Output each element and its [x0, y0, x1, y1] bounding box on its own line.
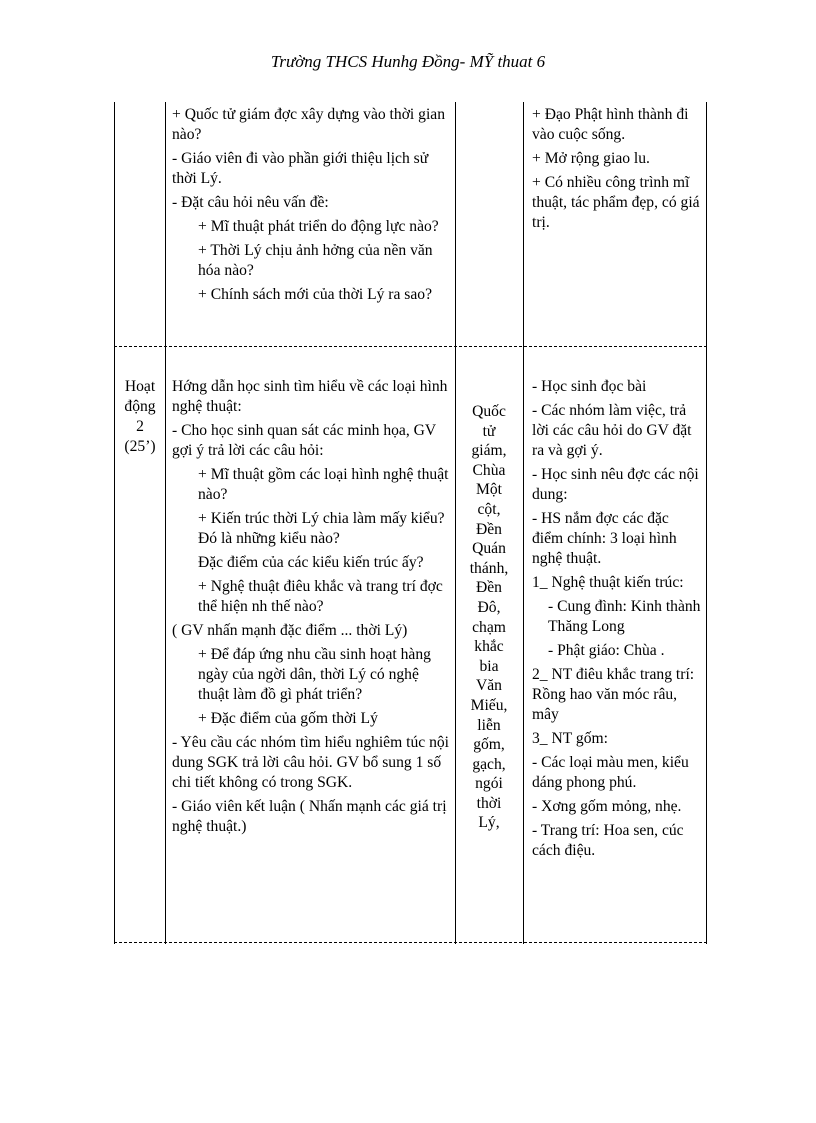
- table-border-left: [114, 102, 115, 944]
- table-border-col2: [455, 102, 456, 944]
- text-line: 1_ Nghệ thuật kiến trúc:: [532, 574, 684, 591]
- text-line: + Kiến trúc thời Lý chia làm mấy kiểu? Đó là những kiểu nào?: [198, 510, 445, 547]
- text-line: bia: [479, 657, 499, 675]
- text-line: động: [124, 398, 156, 415]
- text-line: - Các loại màu men, kiểu dáng phong phú.: [532, 754, 689, 791]
- text-line: liễn: [477, 716, 501, 734]
- table-border-right: [706, 102, 707, 944]
- text-line: tử: [482, 422, 496, 440]
- lesson-table: [114, 102, 707, 944]
- text-line: + Có nhiều công trình mĩ thuật, tác phẩm đẹp, có giá trị.: [532, 174, 700, 231]
- text-line: - Giáo viên kết luận ( Nhấn mạnh các giá trị nghệ thuật.): [172, 798, 447, 835]
- text-line: + Để đáp ứng nhu cầu sinh hoạt hàng ngày của ngời dân, thời Lý có nghệ thuật làm đồ gì phát triển?: [198, 646, 431, 703]
- text-line: Một: [476, 481, 502, 499]
- row2-teacher-activities: [172, 377, 450, 841]
- table-border-col3: [523, 102, 524, 944]
- text-line: - Xơng gốm mỏng, nhẹ.: [532, 798, 682, 815]
- text-line: 2: [136, 418, 144, 435]
- row-divider: [114, 346, 707, 347]
- text-line: - Yêu cầu các nhóm tìm hiểu nghiêm túc nội dung SGK trả lời câu hỏi. GV bổ sung 1 số chi tiết không có trong SGK.: [172, 734, 449, 791]
- text-line: thời: [476, 794, 502, 812]
- table-border-bottom: [114, 942, 707, 943]
- text-line: chạm: [472, 618, 506, 636]
- text-line: Lý,: [478, 814, 500, 832]
- text-line: + Quốc tử giám đợc xây dựng vào thời gian nào?: [172, 106, 446, 143]
- text-line: Hớng dẫn học sinh tìm hiểu về các loại hình nghệ thuật:: [172, 378, 448, 415]
- text-line: 2_ NT điêu khắc trang trí: Rồng hao văn móc râu, mây: [532, 666, 695, 723]
- text-line: Văn: [476, 677, 502, 695]
- text-line: Miếu,: [470, 696, 508, 714]
- activity-label: [115, 377, 165, 457]
- text-line: - Học sinh đọc bài: [532, 378, 647, 395]
- row1-teacher-activities: [172, 105, 448, 309]
- text-line: ngói: [475, 775, 503, 793]
- text-line: + Thời Lý chịu ảnh hởng của nền văn hóa nào?: [198, 242, 433, 279]
- row2-student-activities: [532, 377, 702, 865]
- page-header: Trường THCS Hunhg Đồng- MỸ thuat 6: [270, 52, 546, 71]
- text-line: + Mở rộng giao lu.: [532, 150, 650, 167]
- text-line: - Các nhóm làm việc, trả lời các câu hỏi do GV đặt ra và gợi ý.: [532, 402, 692, 459]
- text-line: - HS nắm đợc các đặc điểm chính: 3 loại hình nghệ thuật.: [532, 510, 677, 567]
- text-line: ( GV nhấn mạnh đặc điểm ... thời Lý): [172, 622, 408, 639]
- text-line: - Đặt câu hỏi nêu vấn đề:: [172, 194, 329, 211]
- text-line: thánh,: [469, 559, 509, 577]
- text-line: + Chính sách mới của thời Lý ra sao?: [198, 286, 433, 303]
- text-line: - Học sinh nêu đợc các nội dung:: [532, 466, 699, 503]
- text-line: Đền: [476, 520, 502, 538]
- text-line: gốm,: [473, 736, 505, 754]
- text-line: + Mĩ thuật phát triển do động lực nào?: [198, 218, 439, 235]
- text-line: Quốc: [472, 403, 506, 420]
- text-line: Đặc điểm của các kiểu kiến trúc ấy?: [198, 554, 424, 571]
- text-line: cột,: [477, 500, 501, 518]
- text-line: Chùa: [472, 461, 506, 479]
- text-line: + Đặc điểm của gốm thời Lý: [198, 710, 378, 727]
- text-line: (25’): [124, 438, 156, 455]
- text-line: Đền: [476, 579, 502, 597]
- text-line: Đô,: [477, 598, 501, 616]
- text-line: khắc: [474, 638, 504, 656]
- text-line: - Trang trí: Hoa sen, cúc cách điệu.: [532, 822, 684, 859]
- text-line: gạch,: [472, 755, 506, 773]
- text-line: + Nghệ thuật điêu khắc và trang trí đợc thể hiện nh thế nào?: [198, 578, 443, 615]
- text-line: - Cung đình: Kinh thành Thăng Long: [548, 598, 701, 635]
- text-line: giám,: [471, 442, 507, 460]
- text-line: - Phật giáo: Chùa .: [548, 642, 665, 659]
- text-line: + Đạo Phật hình thành đi vào cuộc sống.: [532, 106, 689, 143]
- text-line: Quán: [472, 540, 506, 558]
- text-line: Hoạt: [124, 378, 156, 395]
- text-line: - Giáo viên đi vào phần giới thiệu lịch sử thời Lý.: [172, 150, 429, 187]
- text-line: + Mĩ thuật gồm các loại hình nghệ thuật nào?: [198, 466, 449, 503]
- row1-student-activities: [532, 105, 702, 237]
- table-border-col1: [165, 102, 166, 944]
- text-line: 3_ NT gốm:: [532, 730, 608, 747]
- text-line: - Cho học sinh quan sát các minh họa, GV gợi ý trả lời các câu hỏi:: [172, 422, 436, 459]
- row2-materials: [459, 402, 519, 833]
